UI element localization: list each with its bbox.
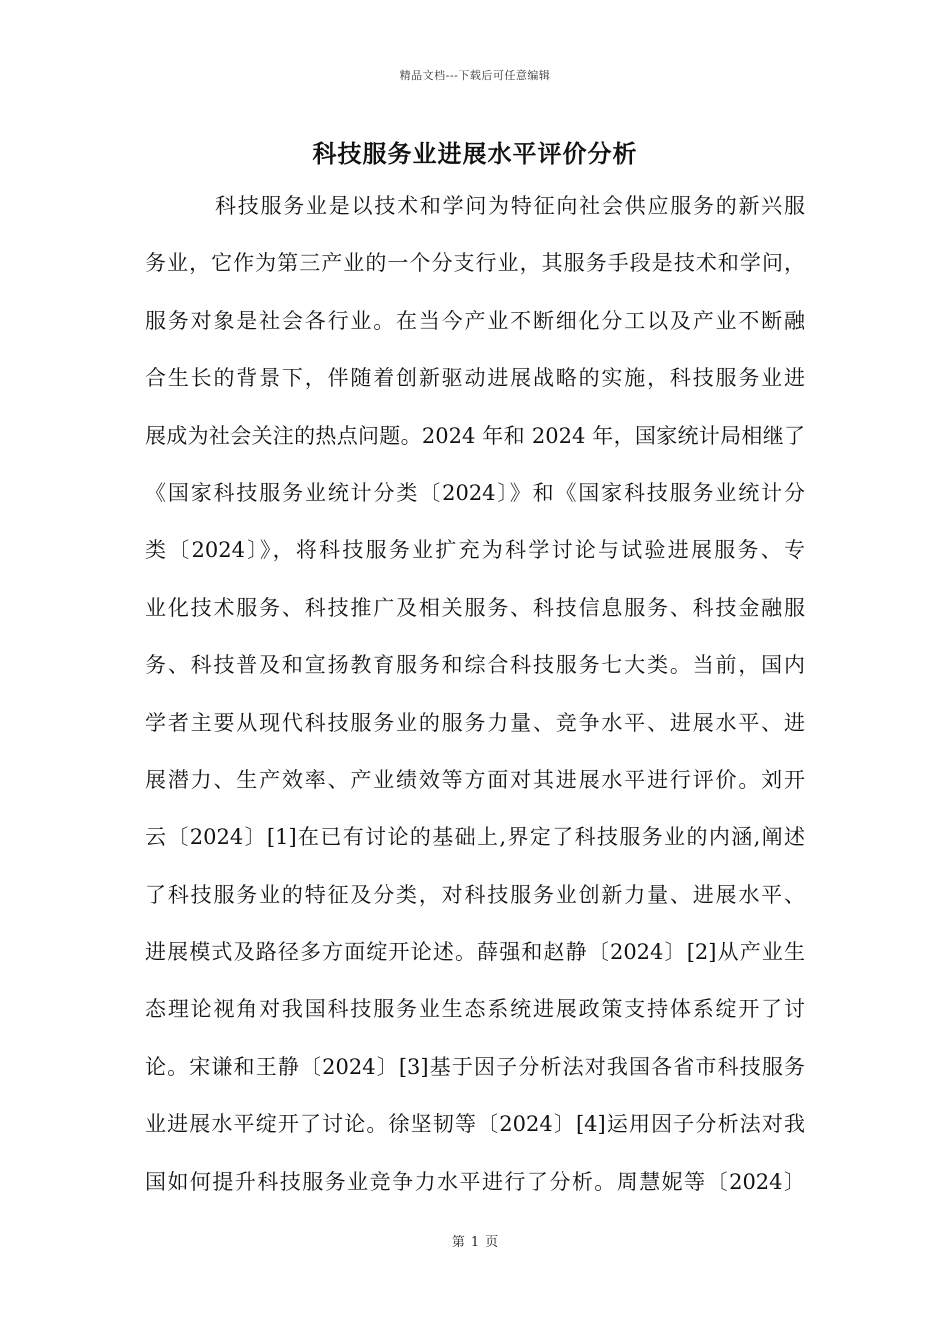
paragraph-line: 展潜力、生产效率、产业绩效等方面对其进展水平进行评价。刘开 [145, 767, 805, 792]
paragraph-line: 云〔2024〕[1]在已有讨论的基础上,界定了科技服务业的内涵,阐述 [145, 825, 805, 850]
paragraph-line: 展成为社会关注的热点问题。2024 年和 2024 年，国家统计局相继了 [145, 423, 805, 448]
page-number-suffix: 页 [485, 1235, 499, 1250]
page-number-value: 1 [470, 1235, 480, 1250]
paragraph-line: 进展模式及路径多方面绽开论述。薛强和赵静〔2024〕[2]从产业生 [145, 940, 806, 965]
paragraph-line: 服务对象是社会各行业。在当今产业不断细化分工以及产业不断融 [145, 308, 805, 333]
paragraph-line: 合生长的背景下，伴随着创新驱动进展战略的实施，科技服务业进 [145, 366, 805, 391]
header-note: 精品文档---下载后可任意编辑 [399, 69, 551, 82]
paragraph-line: 类〔2024〕》，将科技服务业扩充为科学讨论与试验进展服务、专 [145, 538, 805, 563]
paragraph-line: 务业，它作为第三产业的一个分支行业，其服务手段是技术和学问， [145, 251, 805, 276]
paragraph-line: 态理论视角对我国科技服务业生态系统进展政策支持体系绽开了讨 [145, 997, 805, 1022]
page-number-prefix: 第 [451, 1235, 465, 1250]
paragraph-line: 科技服务业是以技术和学问为特征向社会供应服务的新兴服 [215, 194, 805, 218]
paragraph-line: 学者主要从现代科技服务业的服务力量、竞争水平、进展水平、进 [145, 710, 805, 735]
paragraph-line: 业进展水平绽开了讨论。徐坚韧等〔2024〕[4]运用因子分析法对我 [145, 1112, 805, 1137]
document-title: 科技服务业进展水平评价分析 [312, 139, 638, 168]
paragraph-line: 了科技服务业的特征及分类，对科技服务业创新力量、进展水平、 [145, 882, 805, 907]
paragraph-line: 业化技术服务、科技推广及相关服务、科技信息服务、科技金融服 [145, 595, 805, 620]
paragraph-line: 《国家科技服务业统计分类〔2024〕》和《国家科技服务业统计分 [145, 480, 805, 505]
paragraph-line: 论。宋谦和王静〔2024〕[3]基于因子分析法对我国各省市科技服务 [145, 1054, 805, 1079]
paragraph-line: 务、科技普及和宣扬教育服务和综合科技服务七大类。当前，国内 [145, 653, 805, 678]
paragraph-line: 国如何提升科技服务业竞争力水平进行了分析。周慧妮等〔2024〕 [145, 1169, 805, 1194]
body-paragraph [145, 178, 805, 1211]
page-number [0, 1231, 950, 1250]
